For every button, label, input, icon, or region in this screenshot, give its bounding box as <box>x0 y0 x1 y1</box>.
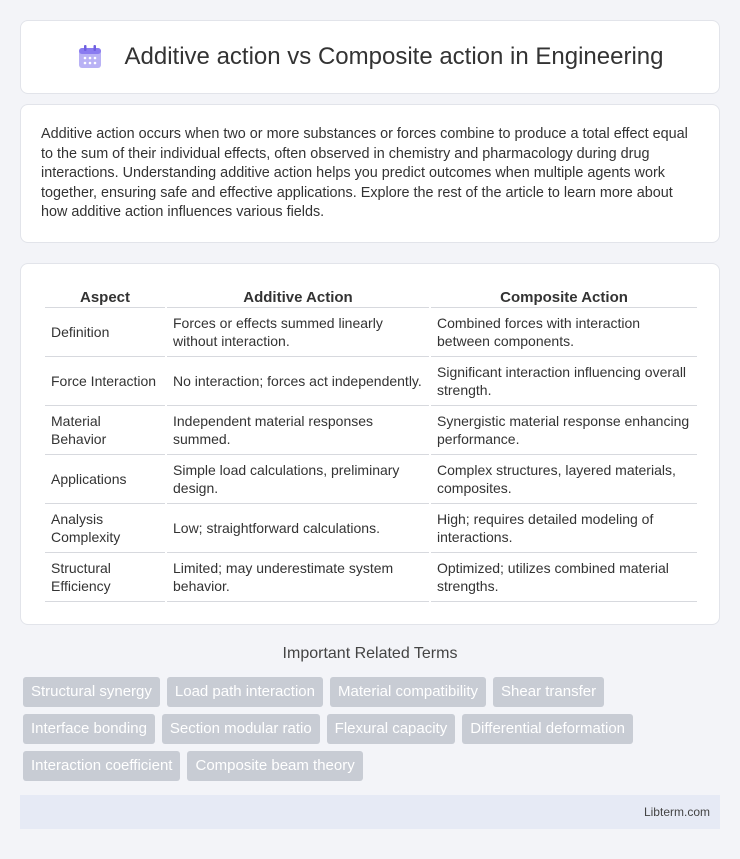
title-card <box>20 20 720 94</box>
row-composite: Synergistic material response enhancing performance. <box>431 406 697 455</box>
intro-paragraph: Additive action occurs when two or more substances or forces combine to produce a total effect equal to the sum of their individual effects, often observed in chemistry and pharmacology during drug interactions. Understanding additive action helps you predict outcomes when multiple agents work together, ensuring safe and effective applications. Explore the rest of the article to learn more about how additive action influences various fields. <box>41 126 688 220</box>
row-additive: Independent material responses summed. <box>167 406 429 455</box>
row-additive: Simple load calculations, preliminary design. <box>167 455 429 504</box>
term-tag[interactable]: Section modular ratio <box>162 714 320 744</box>
row-additive: Limited; may underestimate system behavior. <box>167 553 429 602</box>
table-row <box>45 553 697 602</box>
footer <box>20 795 720 829</box>
term-tag[interactable]: Differential deformation <box>462 714 633 744</box>
calendar-icon <box>77 44 103 70</box>
header-aspect: Aspect <box>45 286 165 308</box>
row-aspect: Structural Efficiency <box>45 553 165 602</box>
table-row <box>45 455 697 504</box>
term-tag[interactable]: Structural synergy <box>23 677 160 707</box>
related-terms <box>23 677 713 788</box>
row-aspect: Analysis Complexity <box>45 504 165 553</box>
row-aspect: Force Interaction <box>45 357 165 406</box>
row-additive: Forces or effects summed linearly without interaction. <box>167 308 429 357</box>
term-tag[interactable]: Interface bonding <box>23 714 155 744</box>
term-tag[interactable]: Load path interaction <box>167 677 323 707</box>
term-tag[interactable]: Interaction coefficient <box>23 751 180 781</box>
table-row <box>45 504 697 553</box>
term-row <box>23 714 713 744</box>
header-composite-action: Composite Action <box>431 286 697 308</box>
table-header-row <box>45 286 697 308</box>
row-aspect: Applications <box>45 455 165 504</box>
row-composite: Optimized; utilizes combined material strengths. <box>431 553 697 602</box>
term-row <box>23 677 713 707</box>
table-row <box>45 406 697 455</box>
comparison-table <box>43 286 699 602</box>
term-tag[interactable]: Material compatibility <box>330 677 486 707</box>
term-tag[interactable]: Flexural capacity <box>327 714 456 744</box>
row-additive: Low; straightforward calculations. <box>167 504 429 553</box>
footer-site-link[interactable]: Libterm.com <box>643 805 710 819</box>
related-terms-heading: Important Related Terms <box>282 645 458 662</box>
row-composite: Complex structures, layered materials, composites. <box>431 455 697 504</box>
term-row <box>23 751 713 781</box>
row-composite: Significant interaction influencing overall strength. <box>431 357 697 406</box>
row-composite: High; requires detailed modeling of interactions. <box>431 504 697 553</box>
row-aspect: Material Behavior <box>45 406 165 455</box>
table-row <box>45 308 697 357</box>
header-additive-action: Additive Action <box>167 286 429 308</box>
term-tag[interactable]: Composite beam theory <box>187 751 362 781</box>
row-aspect: Definition <box>45 308 165 357</box>
intro-card <box>20 104 720 243</box>
term-tag[interactable]: Shear transfer <box>493 677 604 707</box>
page-title: Additive action vs Composite action in Engineering <box>124 43 664 70</box>
table-row <box>45 357 697 406</box>
row-composite: Combined forces with interaction between components. <box>431 308 697 357</box>
comparison-table-card <box>20 263 720 625</box>
row-additive: No interaction; forces act independently. <box>167 357 429 406</box>
